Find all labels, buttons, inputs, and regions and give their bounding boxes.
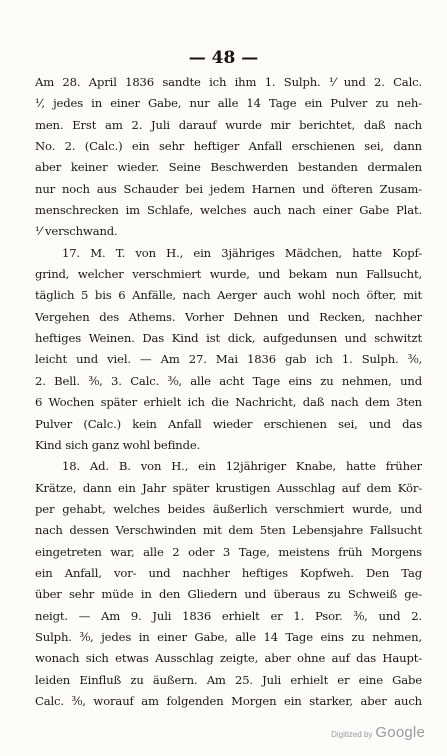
text-line: wonach sich etwas Ausschlag zeigte, aber ohne auf das Haupt-: [35, 651, 422, 666]
text-line: über sehr müde in den Gliedern und überaus zu Schweiß ge-: [35, 587, 422, 602]
text-line: Krätze, dann ein Jahr später krustigen Ausschlag auf dem Kör-: [35, 480, 422, 495]
text-line: grind, welcher verschmiert wurde, und bekam nun Fallsucht,: [35, 267, 422, 282]
text-line: menschrecken im Schlafe, welches auch nach einer Gabe Plat.: [35, 203, 422, 218]
digitized-by-label: Digitized by: [331, 730, 373, 739]
digitized-by-google-watermark: [331, 724, 425, 742]
text-line: Am 28. April 1836 sandte ich ihm 1. Sulph. ⅟ und 2. Calc.: [35, 75, 422, 89]
text-line: nur noch aus Schauder bei jedem Harnen und öfteren Zusam-: [35, 181, 422, 196]
page-number: — 48 —: [188, 48, 259, 68]
google-logo-text: Google: [375, 724, 425, 741]
text-line: täglich 5 bis 6 Anfälle, nach Aerger auch wohl noch öfter, mit: [35, 288, 422, 303]
text-line: ⅟ verschwand.: [35, 224, 118, 239]
text-line: ⅟, jedes in einer Gabe, nur alle 14 Tage ein Pulver zu neh-: [35, 96, 422, 111]
text-line: ein Anfall, vor- und nachher heftiges Kopfweh. Den Tag: [35, 565, 422, 580]
text-line: Kind sich ganz wohl befinde.: [35, 437, 201, 452]
text-line: men. Erst am 2. Juli darauf wurde mir berichtet, daß nach: [35, 117, 422, 132]
text-line: leiden Einfluß zu äußern. Am 25. Juli erhielt er eine Gabe: [35, 672, 422, 687]
paragraph-start-17: 17. M. T. von H., ein 3jähriges Mädchen, hatte Kopf-: [62, 245, 422, 260]
text-line: heftiges Weinen. Das Kind ist dick, aufgedunsen und schwitzt: [35, 331, 422, 346]
text-line: No. 2. (Calc.) ein sehr heftiger Anfall erschienen sei, dann: [35, 139, 422, 154]
text-line: Calc. ³⁄₀, worauf am folgenden Morgen ein starker, aber auch: [35, 693, 422, 708]
text-line: per gehabt, welches beides äußerlich verschmiert wurde, und: [35, 501, 422, 516]
body-text: [35, 72, 422, 712]
text-line: Sulph. ³⁄₀, jedes in einer Gabe, alle 14 Tage eins zu nehmen,: [35, 629, 422, 644]
text-line: nach dessen Verschwinden mit dem 5ten Lebensjahre Fallsucht: [35, 523, 422, 538]
text-line: 6 Wochen später erhielt ich die Nachricht, daß nach dem 3ten: [35, 395, 422, 410]
text-line: aber keiner wieder. Seine Beschwerden bestanden dermalen: [35, 160, 422, 175]
paragraph-start-18: 18. Ad. B. von H., ein 12jähriger Knabe, hatte früher: [62, 459, 422, 474]
text-line: neigt. — Am 9. Juli 1836 erhielt er 1. Psor. ³⁄₀, und 2.: [35, 608, 422, 623]
text-line: Vergehen des Athems. Vorher Dehnen und Recken, nachher: [35, 309, 422, 324]
text-line: Pulver (Calc.) kein Anfall wieder erschienen sei, und das: [35, 416, 422, 431]
text-line: eingetreten war, alle 2 oder 3 Tage, meistens früh Morgens: [35, 544, 422, 559]
text-line: 2. Bell. ³⁄₀, 3. Calc. ³⁄₀, alle acht Tage eins zu nehmen, und: [35, 373, 422, 388]
text-line: leicht und viel. — Am 27. Mai 1836 gab ich 1. Sulph. ³⁄₀,: [35, 352, 422, 367]
